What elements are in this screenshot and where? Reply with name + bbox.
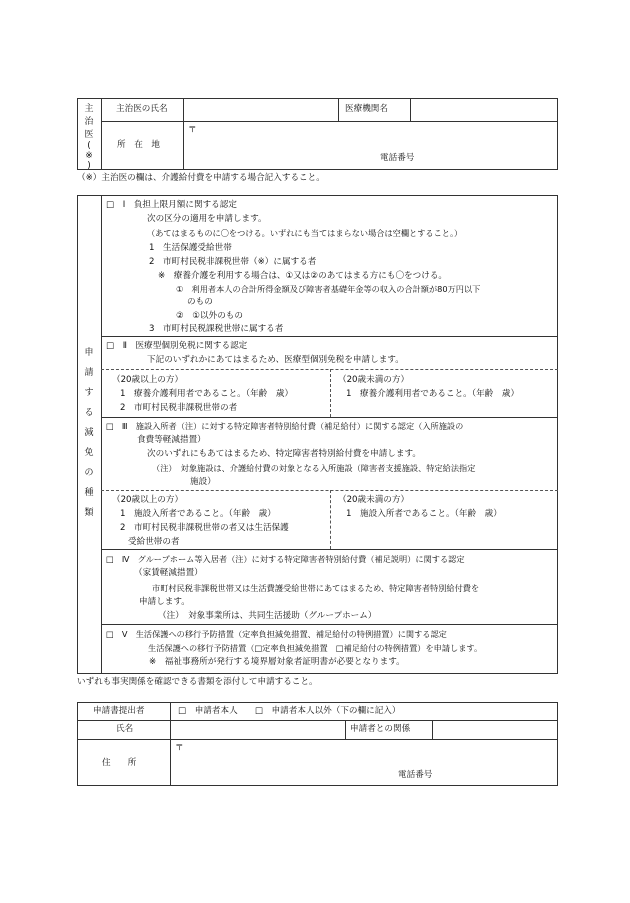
reduction-footnote: いずれも事実関係を確認できる書類を添付して申請すること。 bbox=[77, 677, 318, 687]
section-3-note: （注） 対象施設は、介護給付費の対象となる入所施設（障害者支援施設、特定給法指定 bbox=[152, 463, 476, 473]
section-5-note: ※ 福祉事務所が発行する境界層対象者証明書が必要となります。 bbox=[149, 657, 405, 667]
section-1-option-1[interactable]: 1 生活保護受給世帯 bbox=[149, 243, 232, 253]
section-3-minor-heading: （20歳未満の方） bbox=[338, 495, 410, 505]
reduction-side-label: 申 請 す る 減 免 の 種 類 bbox=[84, 348, 94, 518]
section-1-note: ※ 療養介護を利用する場合は、①又は②のあてはまる方にも〇をつける。 bbox=[158, 271, 448, 281]
submitter-label: 申請書提出者 bbox=[93, 706, 145, 716]
doctor-name-field[interactable] bbox=[186, 100, 336, 119]
submitter-options[interactable]: □ 申請者本人 □ 申請者本人以外（下の欄に記入） bbox=[178, 706, 401, 716]
section-3-adult-item-cont: 受給世帯の者 bbox=[128, 537, 180, 547]
section-1-suboption-1[interactable]: ① 利用者本人の合計所得金額及び障害者基礎年金等の収入の合計額が80万円以下 bbox=[176, 284, 481, 294]
section-3-line: 次のいずれにもあてはまるため、特定障害者特別給付費を申請します。 bbox=[147, 449, 421, 459]
section-1-line: 次の区分の適用を申請します。 bbox=[147, 214, 267, 224]
relation-field[interactable] bbox=[435, 722, 555, 737]
submitter-address-field[interactable] bbox=[187, 742, 547, 764]
section-3-checkbox[interactable]: □ Ⅲ 施設入所者（注）に対する特定障害者特別給付費（補足給付）に関する認定（入所施設の bbox=[106, 421, 464, 431]
section-2-adult-item[interactable]: 1 療養介護利用者であること。（年齢 歳） bbox=[120, 389, 294, 399]
institution-field[interactable] bbox=[413, 100, 555, 119]
section-4-note: （注） 対象事業所は、共同生活援助（グループホーム） bbox=[158, 611, 377, 621]
section-3-adult-heading: （20歳以上の方） bbox=[112, 495, 184, 505]
institution-label: 医療機関名 bbox=[345, 104, 388, 114]
section-3-minor-item[interactable]: 1 施設入所者であること。（年齢 歳） bbox=[346, 509, 502, 519]
section-1-line: （あてはまるものに〇をつける。いずれにも当てはまらない場合は空欄とすること。） bbox=[147, 228, 463, 238]
section-2-adult-heading: （20歳以上の方） bbox=[112, 375, 184, 385]
section-2-minor-heading: （20歳未満の方） bbox=[338, 375, 410, 385]
section-2-minor-item[interactable]: 1 療養介護利用者であること。（年齢 歳） bbox=[346, 389, 520, 399]
doctor-side-label: 主 治 医 ( ※ ) bbox=[84, 104, 94, 171]
section-5-checkbox[interactable]: □ Ⅴ 生活保護への移行予防措置（定率負担減免措置、補足給付の特例措置）に関する認定 bbox=[106, 629, 447, 639]
section-2-checkbox[interactable]: □ Ⅱ 医療型個別免税に関する認定 bbox=[106, 341, 248, 351]
submitter-name-field[interactable] bbox=[173, 722, 343, 737]
submitter-address-label: 住 所 bbox=[102, 758, 137, 768]
section-3-note-cont: 施設） bbox=[190, 477, 216, 487]
section-4-line: 市町村民税非課税世帯又は生活費護受給世帯にあてはまるため、特定障害者特別給付費を bbox=[152, 583, 480, 593]
submitter-postal-mark: 〒 bbox=[175, 743, 184, 753]
section-4-checkbox[interactable]: □ Ⅳ グループホーム等入居者（注）に対する特定障害者特別給付費（補足説明）に関する認定 bbox=[106, 554, 465, 564]
section-5-line: 生活保護への移行予防措置（□定率負担減免措置 □補足給付の特例措置）を申請します。 bbox=[148, 643, 483, 653]
relation-label: 申請者との関係 bbox=[350, 724, 411, 734]
submitter-phone-label: 電話番号 bbox=[398, 770, 433, 780]
section-2-line: 下記のいずれかにあてはまるため、医療型個別免税を申請します。 bbox=[147, 355, 404, 365]
doctor-address-label: 所 在 地 bbox=[117, 140, 160, 150]
doctor-phone-label: 電話番号 bbox=[380, 153, 415, 163]
section-1-checkbox[interactable]: □ Ⅰ 負担上限月額に関する認定 bbox=[106, 200, 237, 210]
doctor-address-field[interactable] bbox=[200, 124, 550, 144]
submitter-name-label: 氏名 bbox=[116, 724, 134, 734]
section-1-suboption-2[interactable]: ② ①以外のもの bbox=[176, 311, 243, 321]
section-4-line-cont: 申請します。 bbox=[139, 597, 190, 607]
section-4-head-cont: （家賃軽減措置） bbox=[134, 568, 203, 578]
doctor-postal-mark: 〒 bbox=[188, 125, 197, 135]
doctor-note: （※）主治医の欄は、介護給付費を申請する場合記入すること。 bbox=[77, 173, 325, 183]
section-2-adult-item[interactable]: 2 市町村民税非課税世帯の者 bbox=[120, 403, 238, 413]
section-1-option-3[interactable]: 3 市町村民税課税世帯に属する者 bbox=[149, 324, 284, 334]
doctor-name-label: 主治医の氏名 bbox=[116, 104, 168, 114]
section-3-head-cont: 食費等軽減措置） bbox=[137, 435, 206, 445]
section-1-option-2[interactable]: 2 市町村民税非課税世帯（※）に属する者 bbox=[149, 257, 317, 267]
section-1-line: のもの bbox=[187, 297, 213, 307]
section-3-adult-item[interactable]: 2 市町村民税非課税世帯の者又は生活保護 bbox=[120, 523, 289, 533]
section-3-adult-item[interactable]: 1 施設入所者であること。（年齢 歳） bbox=[120, 509, 276, 519]
